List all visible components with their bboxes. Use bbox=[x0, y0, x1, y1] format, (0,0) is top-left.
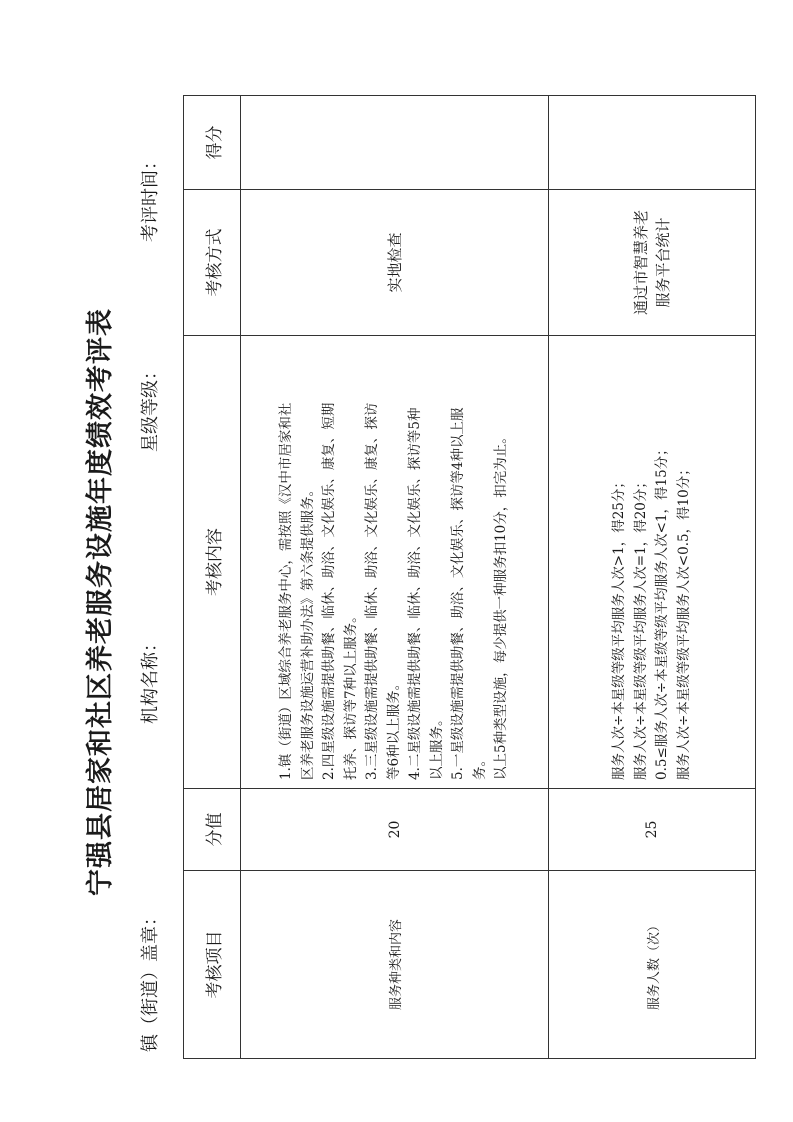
content-line: 服务人次÷本星级等级平均服务人次=1，得20分； bbox=[632, 475, 649, 780]
content-line: 1.镇（街道）区域综合养老服务中心，需按照《汉中市居家和社 bbox=[278, 402, 295, 780]
content-line: 等6种以上服务。 bbox=[385, 676, 402, 780]
content-line: 以上5种类型设施，每少提供一种服务扣10分，扣完为止。 bbox=[493, 430, 510, 780]
table-row bbox=[549, 96, 756, 1059]
form-title: 宁强县居家和社区养老服务设施年度绩效考评表 bbox=[85, 308, 116, 896]
content-line: 务。 bbox=[471, 753, 488, 780]
star-level-label: 星级等级： bbox=[140, 362, 161, 452]
method-cell: 通过市智慧养老服务平台统计 bbox=[549, 190, 756, 336]
score-cell: 20 bbox=[241, 789, 549, 871]
header-content: 考核内容 bbox=[184, 336, 241, 789]
content-line: 服务人次÷本星级等级平均服务人次<0.5，得10分； bbox=[675, 462, 692, 780]
item-cell: 服务人数（次） bbox=[549, 871, 756, 1059]
organization-label: 机构名称： bbox=[140, 634, 161, 724]
content-line: 2.四星级设施需提供助餐、临休、助浴、文化娱乐、康复、短期 bbox=[321, 402, 338, 780]
content-cell bbox=[241, 336, 549, 789]
content-cell bbox=[549, 336, 756, 789]
got-score-cell bbox=[241, 96, 549, 190]
table-row bbox=[241, 96, 549, 1059]
content-line: 托养、探访等7种以上服务。 bbox=[342, 609, 359, 780]
content-line: 4.二星级设施需提供助餐、临休、助浴、文化娱乐、探访等5种 bbox=[407, 407, 424, 780]
header-got: 得分 bbox=[184, 96, 241, 190]
evaluation-table bbox=[183, 95, 756, 1059]
header-item: 考核项目 bbox=[184, 871, 241, 1059]
method-cell: 实地检查 bbox=[241, 190, 549, 336]
content-line: 0.5≤服务人次÷本星级等级平均服务人次<1，得15分； bbox=[654, 442, 670, 780]
header-method: 考核方式 bbox=[184, 190, 241, 336]
content-line: 5.一星级设施需提供助餐、助浴、文化娱乐、探访等4种以上服 bbox=[450, 407, 467, 780]
content-line: 以上服务。 bbox=[428, 712, 445, 780]
content-line: 区养老服务设施运营补助办法》第六条提供服务。 bbox=[299, 483, 316, 780]
got-score-cell bbox=[549, 96, 756, 190]
score-cell: 25 bbox=[549, 789, 756, 871]
seal-label: 镇（街道）盖章： bbox=[140, 908, 161, 1052]
header-score: 分值 bbox=[184, 789, 241, 871]
content-line: 3.三星级设施需提供助餐、临休、助浴、文化娱乐、康复、探访 bbox=[364, 402, 381, 780]
item-cell: 服务种类和内容 bbox=[241, 871, 549, 1059]
table-header-row bbox=[184, 96, 241, 1059]
content-line: 服务人次÷本星级等级平均服务人次>1，得25分； bbox=[611, 475, 627, 780]
evaluation-time-label: 考评时间： bbox=[140, 152, 161, 242]
